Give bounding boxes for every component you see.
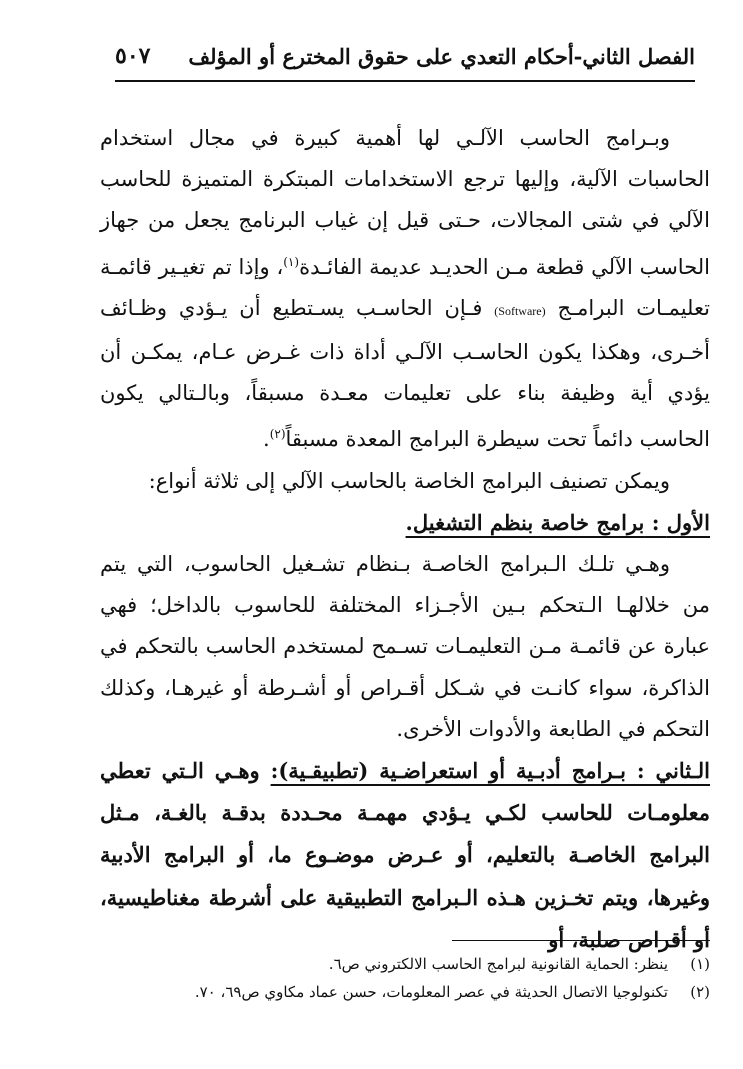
footnotes xyxy=(130,950,710,1006)
paragraph-application-programs: الـثاني : بـرامج أدبـية أو استعراضـية (تطبيقـية): وهـي الـتي تعطي معلومـات للحاسب لكـي يـؤدي مهمـة محـددة بدقـة بالغـة، مـثل البرامج الخاصـة بالتعليم، أو عـرض موضـوع ما، أو البرامج الأدبية وغيرها، ويتم تخـزين هـذه الـبرامج التطبيقية على أشرطة مغناطيسية، أو أقراص صلبة، أو xyxy=(100,758,710,952)
header-title: الفصل الثاني-أحكام التعدي على حقوق المخترع أو المؤلف xyxy=(188,43,695,69)
first-label: الأول xyxy=(666,509,710,535)
page-number: ٥٠٧ xyxy=(115,43,151,69)
body-text xyxy=(100,118,710,961)
footnote-ref-1: (١) xyxy=(283,254,300,269)
software-term: (Software) xyxy=(494,303,546,318)
paragraph-programs-importance: وبـرامج الحاسب الآلـي لها أهمية كبيرة في مجال استخدام الحاسبات الآلية، وإليها ترجع الاستخدامات المبتكرة المتميزة للحاسب الآلي في شتى المجالات، حـتى قيل إن غياب البرنامج يجعل من جهاز الحاسب الآلي قطعة مـن الحديـد عديمة الفائـدة$^{(١)}$، وإذا تم تغيـير قائمـة تعليمـات البرامـج (Software) فـإن الحاسـب يسـتطيع أن يـؤدي وظـائف أخـرى، وهكذا يكون الحاسـب الآلـي أداة ذات غـرض عـام، يمكـن أن يؤدي أية وظيفة بناء على تعليمات معـدة مسبقاً، وبالـتالي يكون الحاسب دائماً تحت سيطرة البرامج المعدة مسبقاً$^{(٢)}$. xyxy=(100,126,710,452)
header-divider xyxy=(115,80,695,82)
paragraph-os-programs: وهـي تلـك الـبرامج الخاصـة بـنظام تشـغيل الحاسوب، التي يتم من خلالهـا الـتحكم بـين الأجـزاء المختلفة للحاسوب بالداخل؛ فهي عبارة عن قائمـة مـن التعليمـات تسـمح لمستخدم الحاسب بالتحكم في الذاكرة، سواء كانـت في شـكل أقـراص أو أشـرطة أو غيرهـا، وكذلك التحكم في الطابعة والأدوات الأخرى. xyxy=(100,552,710,741)
footnote-divider xyxy=(452,940,710,941)
footnote-ref-2: (٢) xyxy=(269,427,286,442)
paragraph-classification: ويمكن تصنيف البرامج الخاصة بالحاسب الآلي إلى ثلاثة أنواع: xyxy=(148,468,670,493)
first-title: برامج خاصة بنظم التشغيل. xyxy=(405,509,645,535)
heading-first-type: الأول : برامج خاصة بنظم التشغيل. xyxy=(405,509,710,535)
second-label: الـثاني : بـرامج أدبـية أو استعراضـية (تطبيقـية): xyxy=(270,758,710,784)
running-header xyxy=(115,34,695,78)
footnote-2: (٢)تكنولوجيا الاتصال الحديثة في عصر المعلومات، حسن عماد مكاوي ص٦٩، ٧٠. xyxy=(194,983,710,1001)
footnote-1: (١)ينظر: الحماية القانونية لبرامج الحاسب الالكتروني ص٦. xyxy=(328,955,710,973)
